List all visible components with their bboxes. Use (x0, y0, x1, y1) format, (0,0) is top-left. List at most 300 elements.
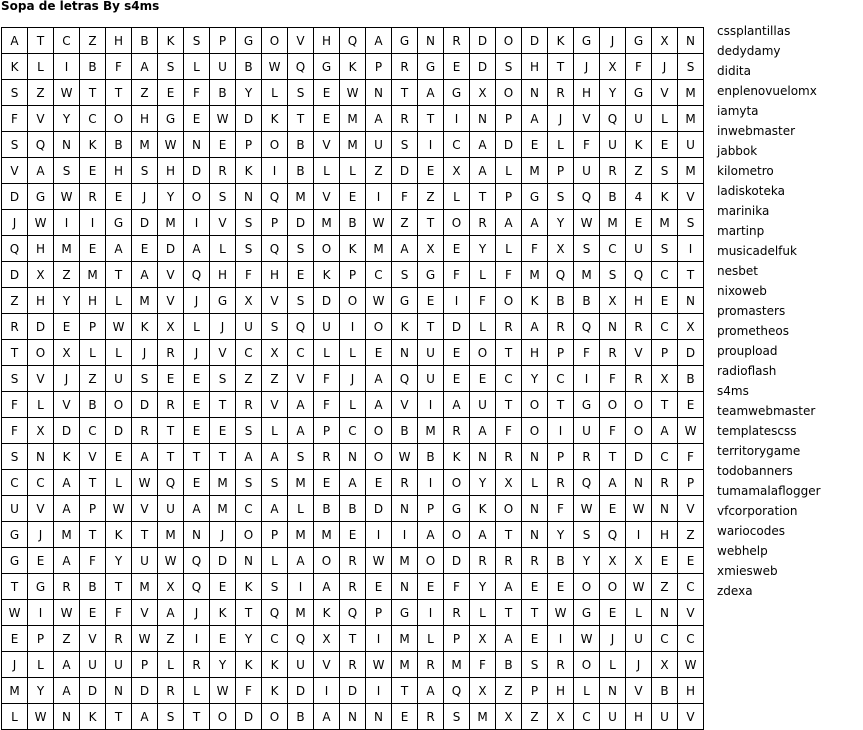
grid-cell[interactable]: Z (80, 28, 106, 54)
grid-cell[interactable]: Y (28, 678, 54, 704)
grid-cell[interactable]: E (366, 574, 392, 600)
grid-cell[interactable]: E (210, 132, 236, 158)
grid-cell[interactable]: G (626, 28, 652, 54)
grid-cell[interactable]: S (574, 522, 600, 548)
grid-cell[interactable]: Y (574, 548, 600, 574)
grid-cell[interactable]: W (366, 288, 392, 314)
grid-cell[interactable]: Q (574, 470, 600, 496)
grid-cell[interactable]: A (392, 236, 418, 262)
grid-cell[interactable]: X (600, 548, 626, 574)
grid-cell[interactable]: B (574, 288, 600, 314)
grid-cell[interactable]: A (184, 496, 210, 522)
grid-cell[interactable]: L (184, 54, 210, 80)
grid-cell[interactable]: S (392, 132, 418, 158)
grid-cell[interactable]: T (210, 392, 236, 418)
grid-cell[interactable]: W (132, 626, 158, 652)
grid-cell[interactable]: Z (132, 80, 158, 106)
grid-cell[interactable]: I (626, 522, 652, 548)
grid-cell[interactable]: O (366, 444, 392, 470)
grid-cell[interactable]: E (522, 626, 548, 652)
grid-cell[interactable]: R (470, 548, 496, 574)
grid-cell[interactable]: R (496, 548, 522, 574)
grid-cell[interactable]: H (158, 158, 184, 184)
grid-cell[interactable]: E (626, 210, 652, 236)
grid-cell[interactable]: B (652, 678, 678, 704)
grid-cell[interactable]: I (574, 366, 600, 392)
grid-cell[interactable]: J (652, 54, 678, 80)
grid-cell[interactable]: H (132, 106, 158, 132)
grid-cell[interactable]: T (418, 210, 444, 236)
grid-cell[interactable]: B (392, 418, 418, 444)
grid-cell[interactable]: D (106, 418, 132, 444)
grid-cell[interactable]: J (184, 288, 210, 314)
grid-cell[interactable]: D (288, 678, 314, 704)
grid-cell[interactable]: N (236, 184, 262, 210)
grid-cell[interactable]: R (392, 470, 418, 496)
grid-cell[interactable]: A (470, 132, 496, 158)
grid-cell[interactable]: E (678, 392, 704, 418)
grid-cell[interactable]: O (522, 418, 548, 444)
grid-cell[interactable]: R (600, 340, 626, 366)
grid-cell[interactable]: W (106, 314, 132, 340)
grid-cell[interactable]: N (470, 444, 496, 470)
grid-cell[interactable]: V (158, 262, 184, 288)
grid-cell[interactable]: H (574, 80, 600, 106)
grid-cell[interactable]: U (314, 314, 340, 340)
grid-cell[interactable]: S (184, 28, 210, 54)
grid-cell[interactable]: Y (470, 236, 496, 262)
grid-cell[interactable]: F (470, 652, 496, 678)
grid-cell[interactable]: K (262, 652, 288, 678)
grid-cell[interactable]: I (418, 600, 444, 626)
grid-cell[interactable]: F (184, 80, 210, 106)
grid-cell[interactable]: Q (28, 132, 54, 158)
grid-cell[interactable]: O (496, 80, 522, 106)
grid-cell[interactable]: E (418, 574, 444, 600)
grid-cell[interactable]: D (314, 288, 340, 314)
grid-cell[interactable]: E (470, 366, 496, 392)
grid-cell[interactable]: I (54, 54, 80, 80)
grid-cell[interactable]: V (288, 366, 314, 392)
grid-cell[interactable]: T (548, 392, 574, 418)
grid-cell[interactable]: S (288, 444, 314, 470)
grid-cell[interactable]: F (600, 366, 626, 392)
grid-cell[interactable]: N (600, 678, 626, 704)
grid-cell[interactable]: Z (522, 704, 548, 730)
grid-cell[interactable]: S (574, 236, 600, 262)
grid-cell[interactable]: O (626, 418, 652, 444)
grid-cell[interactable]: T (80, 80, 106, 106)
grid-cell[interactable]: M (288, 184, 314, 210)
grid-cell[interactable]: T (80, 470, 106, 496)
grid-cell[interactable]: J (210, 314, 236, 340)
grid-cell[interactable]: A (418, 678, 444, 704)
grid-cell[interactable]: A (54, 548, 80, 574)
grid-cell[interactable]: I (366, 184, 392, 210)
grid-cell[interactable]: J (28, 522, 54, 548)
grid-cell[interactable]: L (418, 626, 444, 652)
grid-cell[interactable]: V (678, 184, 704, 210)
grid-cell[interactable]: N (392, 496, 418, 522)
grid-cell[interactable]: L (470, 600, 496, 626)
grid-cell[interactable]: W (158, 548, 184, 574)
grid-cell[interactable]: H (28, 288, 54, 314)
grid-cell[interactable]: B (496, 652, 522, 678)
grid-cell[interactable]: J (548, 106, 574, 132)
grid-cell[interactable]: G (2, 548, 28, 574)
grid-cell[interactable]: U (236, 314, 262, 340)
grid-cell[interactable]: N (184, 522, 210, 548)
grid-cell[interactable]: Z (418, 184, 444, 210)
grid-cell[interactable]: F (444, 262, 470, 288)
grid-cell[interactable]: M (2, 678, 28, 704)
grid-cell[interactable]: N (184, 132, 210, 158)
grid-cell[interactable]: O (600, 392, 626, 418)
grid-cell[interactable]: K (80, 132, 106, 158)
grid-cell[interactable]: O (28, 340, 54, 366)
grid-cell[interactable]: E (80, 158, 106, 184)
grid-cell[interactable]: U (418, 340, 444, 366)
grid-cell[interactable]: P (132, 652, 158, 678)
grid-cell[interactable]: J (184, 600, 210, 626)
grid-cell[interactable]: Q (548, 262, 574, 288)
grid-cell[interactable]: N (54, 704, 80, 730)
grid-cell[interactable]: X (652, 652, 678, 678)
grid-cell[interactable]: D (210, 548, 236, 574)
grid-cell[interactable]: A (54, 496, 80, 522)
grid-cell[interactable]: A (366, 106, 392, 132)
grid-cell[interactable]: F (470, 288, 496, 314)
grid-cell[interactable]: X (54, 340, 80, 366)
grid-cell[interactable]: C (288, 340, 314, 366)
grid-cell[interactable]: T (158, 444, 184, 470)
grid-cell[interactable]: F (106, 54, 132, 80)
grid-cell[interactable]: I (366, 522, 392, 548)
grid-cell[interactable]: B (548, 548, 574, 574)
grid-cell[interactable]: L (496, 236, 522, 262)
grid-cell[interactable]: G (28, 574, 54, 600)
grid-cell[interactable]: S (548, 184, 574, 210)
grid-cell[interactable]: F (574, 132, 600, 158)
grid-cell[interactable]: Y (548, 522, 574, 548)
grid-cell[interactable]: W (28, 704, 54, 730)
grid-cell[interactable]: E (158, 366, 184, 392)
grid-cell[interactable]: P (262, 522, 288, 548)
grid-cell[interactable]: N (678, 288, 704, 314)
grid-cell[interactable]: A (600, 470, 626, 496)
grid-cell[interactable]: X (496, 704, 522, 730)
grid-cell[interactable]: S (236, 470, 262, 496)
grid-cell[interactable]: A (54, 678, 80, 704)
grid-cell[interactable]: E (80, 600, 106, 626)
grid-cell[interactable]: P (652, 340, 678, 366)
grid-cell[interactable]: U (210, 54, 236, 80)
grid-cell[interactable]: A (418, 80, 444, 106)
grid-cell[interactable]: O (626, 392, 652, 418)
grid-cell[interactable]: R (340, 548, 366, 574)
grid-cell[interactable]: M (210, 470, 236, 496)
grid-cell[interactable]: R (340, 652, 366, 678)
grid-cell[interactable]: T (106, 574, 132, 600)
grid-cell[interactable]: E (366, 340, 392, 366)
grid-cell[interactable]: N (366, 80, 392, 106)
grid-cell[interactable]: S (652, 236, 678, 262)
grid-cell[interactable]: O (574, 574, 600, 600)
grid-cell[interactable]: B (80, 392, 106, 418)
grid-cell[interactable]: R (548, 652, 574, 678)
grid-cell[interactable]: K (80, 704, 106, 730)
grid-cell[interactable]: Y (522, 366, 548, 392)
grid-cell[interactable]: B (340, 496, 366, 522)
grid-cell[interactable]: K (210, 600, 236, 626)
grid-cell[interactable]: O (496, 288, 522, 314)
grid-cell[interactable]: R (106, 626, 132, 652)
grid-cell[interactable]: T (2, 574, 28, 600)
grid-cell[interactable]: I (340, 314, 366, 340)
grid-cell[interactable]: M (366, 236, 392, 262)
grid-cell[interactable]: E (652, 132, 678, 158)
grid-cell[interactable]: M (340, 132, 366, 158)
grid-cell[interactable]: S (288, 80, 314, 106)
grid-cell[interactable]: U (80, 652, 106, 678)
grid-cell[interactable]: A (54, 652, 80, 678)
grid-cell[interactable]: W (678, 652, 704, 678)
grid-cell[interactable]: Q (2, 236, 28, 262)
grid-cell[interactable]: H (28, 236, 54, 262)
grid-cell[interactable]: O (366, 314, 392, 340)
grid-cell[interactable]: T (496, 392, 522, 418)
grid-cell[interactable]: F (392, 184, 418, 210)
grid-cell[interactable]: G (522, 184, 548, 210)
grid-cell[interactable]: N (678, 28, 704, 54)
grid-cell[interactable]: U (132, 548, 158, 574)
grid-cell[interactable]: F (2, 392, 28, 418)
grid-cell[interactable]: N (366, 704, 392, 730)
grid-cell[interactable]: Z (392, 210, 418, 236)
grid-cell[interactable]: W (210, 106, 236, 132)
grid-cell[interactable]: Q (184, 262, 210, 288)
grid-cell[interactable]: O (496, 496, 522, 522)
grid-cell[interactable]: K (652, 184, 678, 210)
grid-cell[interactable]: E (314, 106, 340, 132)
grid-cell[interactable]: W (574, 626, 600, 652)
grid-cell[interactable]: S (2, 80, 28, 106)
grid-cell[interactable]: S (262, 314, 288, 340)
grid-cell[interactable]: F (496, 418, 522, 444)
grid-cell[interactable]: J (54, 366, 80, 392)
grid-cell[interactable]: X (548, 704, 574, 730)
grid-cell[interactable]: W (28, 210, 54, 236)
grid-cell[interactable]: H (548, 678, 574, 704)
grid-cell[interactable]: E (444, 54, 470, 80)
grid-cell[interactable]: H (678, 678, 704, 704)
grid-cell[interactable]: T (106, 262, 132, 288)
grid-cell[interactable]: M (132, 288, 158, 314)
grid-cell[interactable]: Z (652, 574, 678, 600)
grid-cell[interactable]: P (548, 444, 574, 470)
grid-cell[interactable]: O (340, 288, 366, 314)
grid-cell[interactable]: C (444, 132, 470, 158)
grid-cell[interactable]: T (184, 444, 210, 470)
grid-cell[interactable]: E (340, 522, 366, 548)
grid-cell[interactable]: O (184, 184, 210, 210)
grid-cell[interactable]: G (158, 106, 184, 132)
grid-cell[interactable]: L (470, 314, 496, 340)
grid-cell[interactable]: K (158, 28, 184, 54)
grid-cell[interactable]: Z (496, 678, 522, 704)
grid-cell[interactable]: X (600, 54, 626, 80)
grid-cell[interactable]: R (54, 574, 80, 600)
grid-cell[interactable]: N (522, 522, 548, 548)
grid-cell[interactable]: U (652, 704, 678, 730)
grid-cell[interactable]: C (2, 470, 28, 496)
grid-cell[interactable]: F (522, 236, 548, 262)
grid-cell[interactable]: Y (470, 574, 496, 600)
grid-cell[interactable]: K (314, 600, 340, 626)
grid-cell[interactable]: L (262, 548, 288, 574)
grid-cell[interactable]: D (340, 678, 366, 704)
grid-cell[interactable]: D (236, 704, 262, 730)
grid-cell[interactable]: X (470, 80, 496, 106)
grid-cell[interactable]: D (392, 158, 418, 184)
grid-cell[interactable]: L (340, 340, 366, 366)
grid-cell[interactable]: N (106, 678, 132, 704)
grid-cell[interactable]: I (418, 132, 444, 158)
grid-cell[interactable]: B (288, 158, 314, 184)
grid-cell[interactable]: Q (262, 236, 288, 262)
grid-cell[interactable]: L (28, 652, 54, 678)
grid-cell[interactable]: L (574, 678, 600, 704)
grid-cell[interactable]: S (262, 470, 288, 496)
grid-cell[interactable]: R (444, 28, 470, 54)
grid-cell[interactable]: Q (392, 366, 418, 392)
grid-cell[interactable]: D (80, 678, 106, 704)
grid-cell[interactable]: E (444, 340, 470, 366)
grid-cell[interactable]: U (158, 496, 184, 522)
grid-cell[interactable]: E (210, 574, 236, 600)
grid-cell[interactable]: F (600, 418, 626, 444)
grid-cell[interactable]: G (444, 496, 470, 522)
grid-cell[interactable]: K (548, 28, 574, 54)
grid-cell[interactable]: M (392, 548, 418, 574)
grid-cell[interactable]: A (262, 496, 288, 522)
grid-cell[interactable]: D (28, 314, 54, 340)
grid-cell[interactable]: X (158, 314, 184, 340)
grid-cell[interactable]: G (626, 80, 652, 106)
grid-cell[interactable]: J (2, 210, 28, 236)
grid-cell[interactable]: R (392, 54, 418, 80)
grid-cell[interactable]: E (2, 626, 28, 652)
grid-cell[interactable]: X (418, 236, 444, 262)
grid-cell[interactable]: P (548, 340, 574, 366)
grid-cell[interactable]: Q (340, 600, 366, 626)
grid-cell[interactable]: T (340, 626, 366, 652)
grid-cell[interactable]: R (548, 314, 574, 340)
grid-cell[interactable]: X (28, 262, 54, 288)
grid-cell[interactable]: E (54, 314, 80, 340)
grid-cell[interactable]: A (418, 522, 444, 548)
grid-cell[interactable]: I (184, 210, 210, 236)
grid-cell[interactable]: S (158, 704, 184, 730)
grid-cell[interactable]: T (184, 704, 210, 730)
grid-cell[interactable]: X (470, 626, 496, 652)
grid-cell[interactable]: O (522, 392, 548, 418)
grid-cell[interactable]: R (132, 418, 158, 444)
grid-cell[interactable]: L (548, 132, 574, 158)
grid-cell[interactable]: A (366, 28, 392, 54)
grid-cell[interactable]: I (28, 600, 54, 626)
grid-cell[interactable]: A (54, 470, 80, 496)
grid-cell[interactable]: I (418, 392, 444, 418)
grid-cell[interactable]: L (444, 184, 470, 210)
grid-cell[interactable]: C (366, 262, 392, 288)
grid-cell[interactable]: E (184, 392, 210, 418)
grid-cell[interactable]: I (548, 626, 574, 652)
grid-cell[interactable]: S (600, 262, 626, 288)
grid-cell[interactable]: H (106, 158, 132, 184)
grid-cell[interactable]: M (340, 106, 366, 132)
grid-cell[interactable]: G (418, 54, 444, 80)
grid-cell[interactable]: K (340, 236, 366, 262)
grid-cell[interactable]: X (158, 574, 184, 600)
grid-cell[interactable]: S (678, 54, 704, 80)
grid-cell[interactable]: A (28, 158, 54, 184)
grid-cell[interactable]: C (678, 626, 704, 652)
grid-cell[interactable]: A (522, 314, 548, 340)
grid-cell[interactable]: T (236, 600, 262, 626)
grid-cell[interactable]: E (678, 548, 704, 574)
grid-cell[interactable]: D (496, 132, 522, 158)
grid-cell[interactable]: B (210, 80, 236, 106)
grid-cell[interactable]: K (236, 158, 262, 184)
grid-cell[interactable]: I (262, 158, 288, 184)
grid-cell[interactable]: R (2, 314, 28, 340)
grid-cell[interactable]: V (626, 340, 652, 366)
grid-cell[interactable]: D (522, 28, 548, 54)
grid-cell[interactable]: V (314, 132, 340, 158)
grid-cell[interactable]: U (600, 132, 626, 158)
grid-cell[interactable]: R (444, 418, 470, 444)
grid-cell[interactable]: G (574, 392, 600, 418)
grid-cell[interactable]: G (28, 184, 54, 210)
grid-cell[interactable]: X (600, 288, 626, 314)
grid-cell[interactable]: A (132, 262, 158, 288)
grid-cell[interactable]: F (678, 444, 704, 470)
grid-cell[interactable]: K (522, 288, 548, 314)
grid-cell[interactable]: L (210, 236, 236, 262)
grid-cell[interactable]: E (106, 444, 132, 470)
grid-cell[interactable]: N (418, 28, 444, 54)
grid-cell[interactable]: K (132, 314, 158, 340)
grid-cell[interactable]: Y (600, 80, 626, 106)
grid-cell[interactable]: O (210, 704, 236, 730)
grid-cell[interactable]: O (444, 210, 470, 236)
grid-cell[interactable]: E (600, 600, 626, 626)
grid-cell[interactable]: T (496, 522, 522, 548)
grid-cell[interactable]: S (236, 418, 262, 444)
grid-cell[interactable]: P (418, 496, 444, 522)
grid-cell[interactable]: E (314, 470, 340, 496)
grid-cell[interactable]: F (444, 574, 470, 600)
grid-cell[interactable]: M (392, 652, 418, 678)
grid-cell[interactable]: M (574, 262, 600, 288)
grid-cell[interactable]: B (80, 574, 106, 600)
grid-cell[interactable]: D (54, 418, 80, 444)
grid-cell[interactable]: L (158, 652, 184, 678)
grid-cell[interactable]: B (548, 288, 574, 314)
grid-cell[interactable]: A (184, 236, 210, 262)
grid-cell[interactable]: M (288, 600, 314, 626)
